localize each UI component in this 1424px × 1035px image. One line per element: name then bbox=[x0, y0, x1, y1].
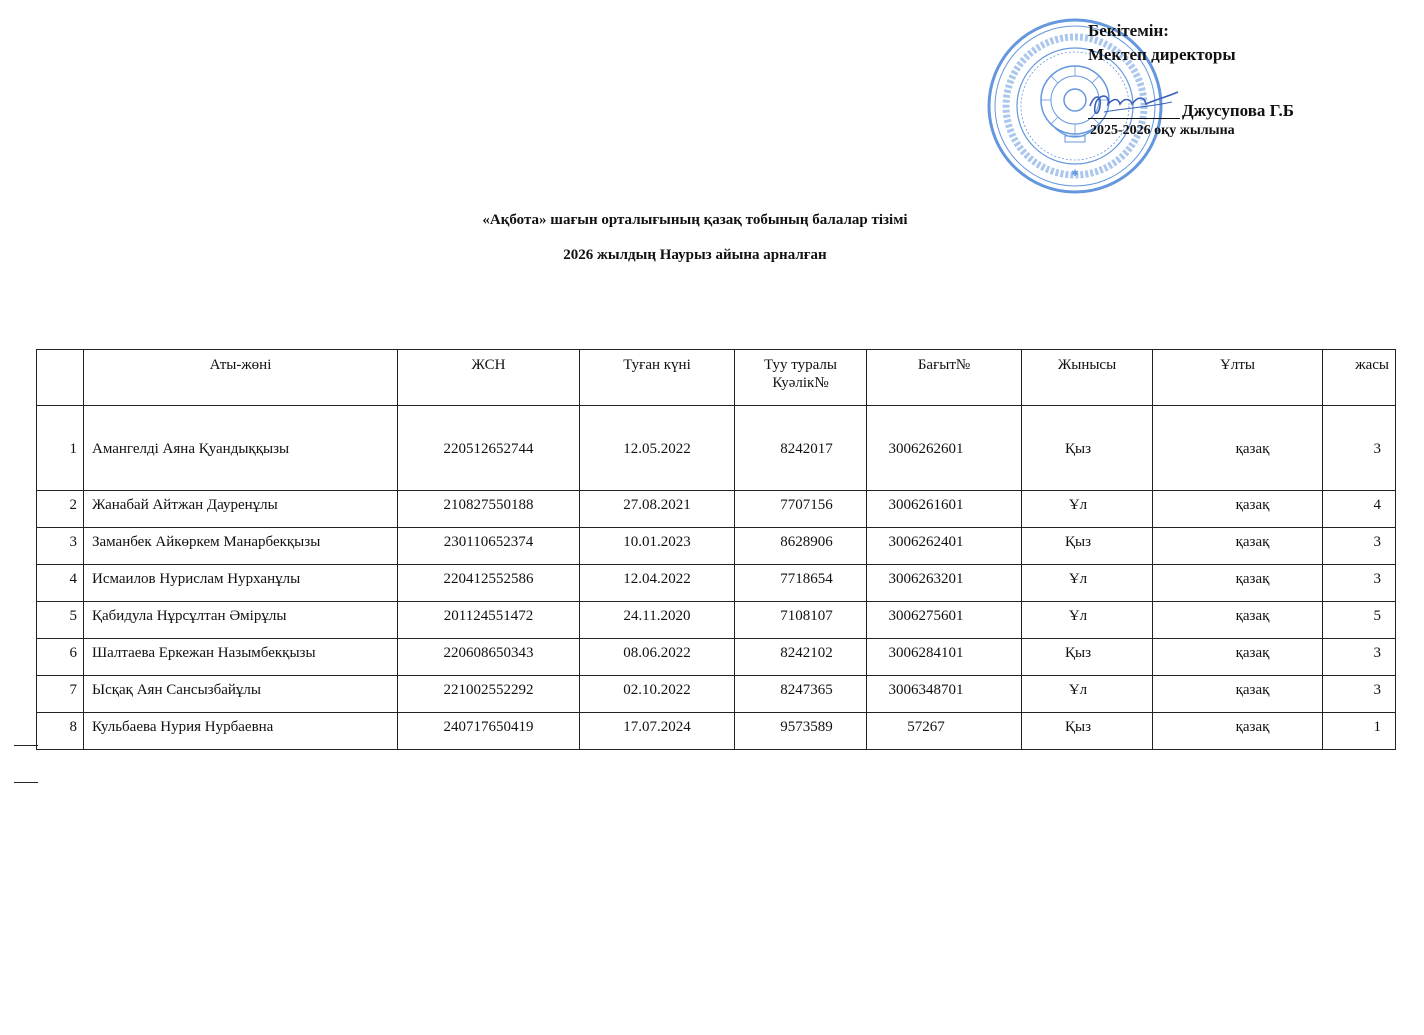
cell-nationality: қазақ bbox=[1153, 491, 1323, 528]
document-title: «Ақбота» шағын орталығының қазақ тобының балалар тізімі bbox=[482, 212, 908, 228]
cell-age: 3 bbox=[1323, 406, 1396, 491]
cell-num: 2 bbox=[37, 491, 84, 528]
cell-nationality: қазақ bbox=[1153, 713, 1323, 750]
header-name: Аты-жөні bbox=[84, 350, 398, 406]
cell-num: 6 bbox=[37, 639, 84, 676]
cell-name: Ысқақ Аян Сансызбайұлы bbox=[84, 676, 398, 713]
cell-cert: 7718654 bbox=[735, 565, 867, 602]
table-row bbox=[37, 491, 1396, 528]
cell-route: 3006261601 bbox=[867, 491, 1022, 528]
header-cert: Туу туралы Куәлік№ bbox=[735, 350, 867, 406]
cell-age: 3 bbox=[1323, 676, 1396, 713]
table-row bbox=[37, 602, 1396, 639]
cell-route: 3006262601 bbox=[867, 406, 1022, 491]
cell-name: Жанабай Айтжан Дауренұлы bbox=[84, 491, 398, 528]
cell-iin: 221002552292 bbox=[398, 676, 580, 713]
header-dob: Туған күні bbox=[580, 350, 735, 406]
table-row bbox=[37, 565, 1396, 602]
cell-age: 3 bbox=[1323, 528, 1396, 565]
cell-name: Қабидула Нұрсұлтан Әмірұлы bbox=[84, 602, 398, 639]
cell-gender: Ұл bbox=[1022, 602, 1153, 639]
cell-iin: 230110652374 bbox=[398, 528, 580, 565]
cell-cert: 9573589 bbox=[735, 713, 867, 750]
cell-nationality: қазақ bbox=[1153, 565, 1323, 602]
table-border-extension bbox=[14, 782, 38, 783]
academic-year: 2025-2026 оқу жылына bbox=[1090, 123, 1235, 138]
cell-gender: Қыз bbox=[1022, 713, 1153, 750]
cell-route: 3006263201 bbox=[867, 565, 1022, 602]
cell-iin: 220412552586 bbox=[398, 565, 580, 602]
cell-num: 5 bbox=[37, 602, 84, 639]
cell-age: 5 bbox=[1323, 602, 1396, 639]
cell-num: 8 bbox=[37, 713, 84, 750]
children-list-table bbox=[36, 349, 1395, 750]
header-nationality: Ұлты bbox=[1153, 350, 1323, 406]
table-row bbox=[37, 528, 1396, 565]
cell-gender: Ұл bbox=[1022, 565, 1153, 602]
cell-num: 4 bbox=[37, 565, 84, 602]
director-signature-icon bbox=[1084, 86, 1184, 120]
cell-dob: 02.10.2022 bbox=[580, 676, 735, 713]
table-border-extension bbox=[14, 745, 38, 746]
cell-iin: 220608650343 bbox=[398, 639, 580, 676]
approval-position: Мектеп директоры bbox=[1088, 45, 1236, 64]
cell-nationality: қазақ bbox=[1153, 528, 1323, 565]
cell-dob: 08.06.2022 bbox=[580, 639, 735, 676]
cell-cert: 7108107 bbox=[735, 602, 867, 639]
svg-text:✱: ✱ bbox=[1071, 169, 1079, 179]
cell-dob: 12.05.2022 bbox=[580, 406, 735, 491]
cell-name: Амангелді Аяна Қуандыққызы bbox=[84, 406, 398, 491]
cell-dob: 17.07.2024 bbox=[580, 713, 735, 750]
document-subtitle: 2026 жылдың Наурыз айына арналған bbox=[563, 247, 827, 263]
cell-name: Шалтаева Еркежан Назымбекқызы bbox=[84, 639, 398, 676]
cell-name: Заманбек Айкөркем Манарбекқызы bbox=[84, 528, 398, 565]
cell-num: 7 bbox=[37, 676, 84, 713]
cell-nationality: қазақ bbox=[1153, 639, 1323, 676]
cell-gender: Қыз bbox=[1022, 528, 1153, 565]
table-row bbox=[37, 406, 1396, 491]
table-header-row bbox=[37, 350, 1396, 406]
cell-name: Исмаилов Нурислам Нурханұлы bbox=[84, 565, 398, 602]
cell-age: 3 bbox=[1323, 639, 1396, 676]
header-age: жасы bbox=[1323, 350, 1396, 406]
cell-route: 3006262401 bbox=[867, 528, 1022, 565]
approval-heading: Бекітемін: bbox=[1088, 21, 1169, 40]
cell-iin: 240717650419 bbox=[398, 713, 580, 750]
table-row bbox=[37, 639, 1396, 676]
header-num bbox=[37, 350, 84, 406]
table-row bbox=[37, 713, 1396, 750]
director-name: Джусупова Г.Б bbox=[1182, 101, 1295, 120]
cell-age: 3 bbox=[1323, 565, 1396, 602]
cell-dob: 10.01.2023 bbox=[580, 528, 735, 565]
cell-age: 1 bbox=[1323, 713, 1396, 750]
table-row bbox=[37, 676, 1396, 713]
cell-route: 3006284101 bbox=[867, 639, 1022, 676]
cell-cert: 8628906 bbox=[735, 528, 867, 565]
header-iin: ЖСН bbox=[398, 350, 580, 406]
header-gender: Жынысы bbox=[1022, 350, 1153, 406]
cell-cert: 8242102 bbox=[735, 639, 867, 676]
cell-nationality: қазақ bbox=[1153, 676, 1323, 713]
cell-num: 3 bbox=[37, 528, 84, 565]
cell-name: Кульбаева Нурия Нурбаевна bbox=[84, 713, 398, 750]
cell-iin: 220512652744 bbox=[398, 406, 580, 491]
cell-iin: 201124551472 bbox=[398, 602, 580, 639]
cell-route: 3006348701 bbox=[867, 676, 1022, 713]
cell-dob: 27.08.2021 bbox=[580, 491, 735, 528]
cell-cert: 8242017 bbox=[735, 406, 867, 491]
cell-gender: Ұл bbox=[1022, 676, 1153, 713]
cell-nationality: қазақ bbox=[1153, 406, 1323, 491]
cell-gender: Қыз bbox=[1022, 639, 1153, 676]
cell-cert: 7707156 bbox=[735, 491, 867, 528]
cell-iin: 210827550188 bbox=[398, 491, 580, 528]
cell-nationality: қазақ bbox=[1153, 602, 1323, 639]
cell-num: 1 bbox=[37, 406, 84, 491]
cell-age: 4 bbox=[1323, 491, 1396, 528]
cell-route: 57267 bbox=[867, 713, 1022, 750]
cell-dob: 24.11.2020 bbox=[580, 602, 735, 639]
header-route: Бағыт№ bbox=[867, 350, 1022, 406]
cell-dob: 12.04.2022 bbox=[580, 565, 735, 602]
cell-cert: 8247365 bbox=[735, 676, 867, 713]
cell-route: 3006275601 bbox=[867, 602, 1022, 639]
cell-gender: Ұл bbox=[1022, 491, 1153, 528]
cell-gender: Қыз bbox=[1022, 406, 1153, 491]
